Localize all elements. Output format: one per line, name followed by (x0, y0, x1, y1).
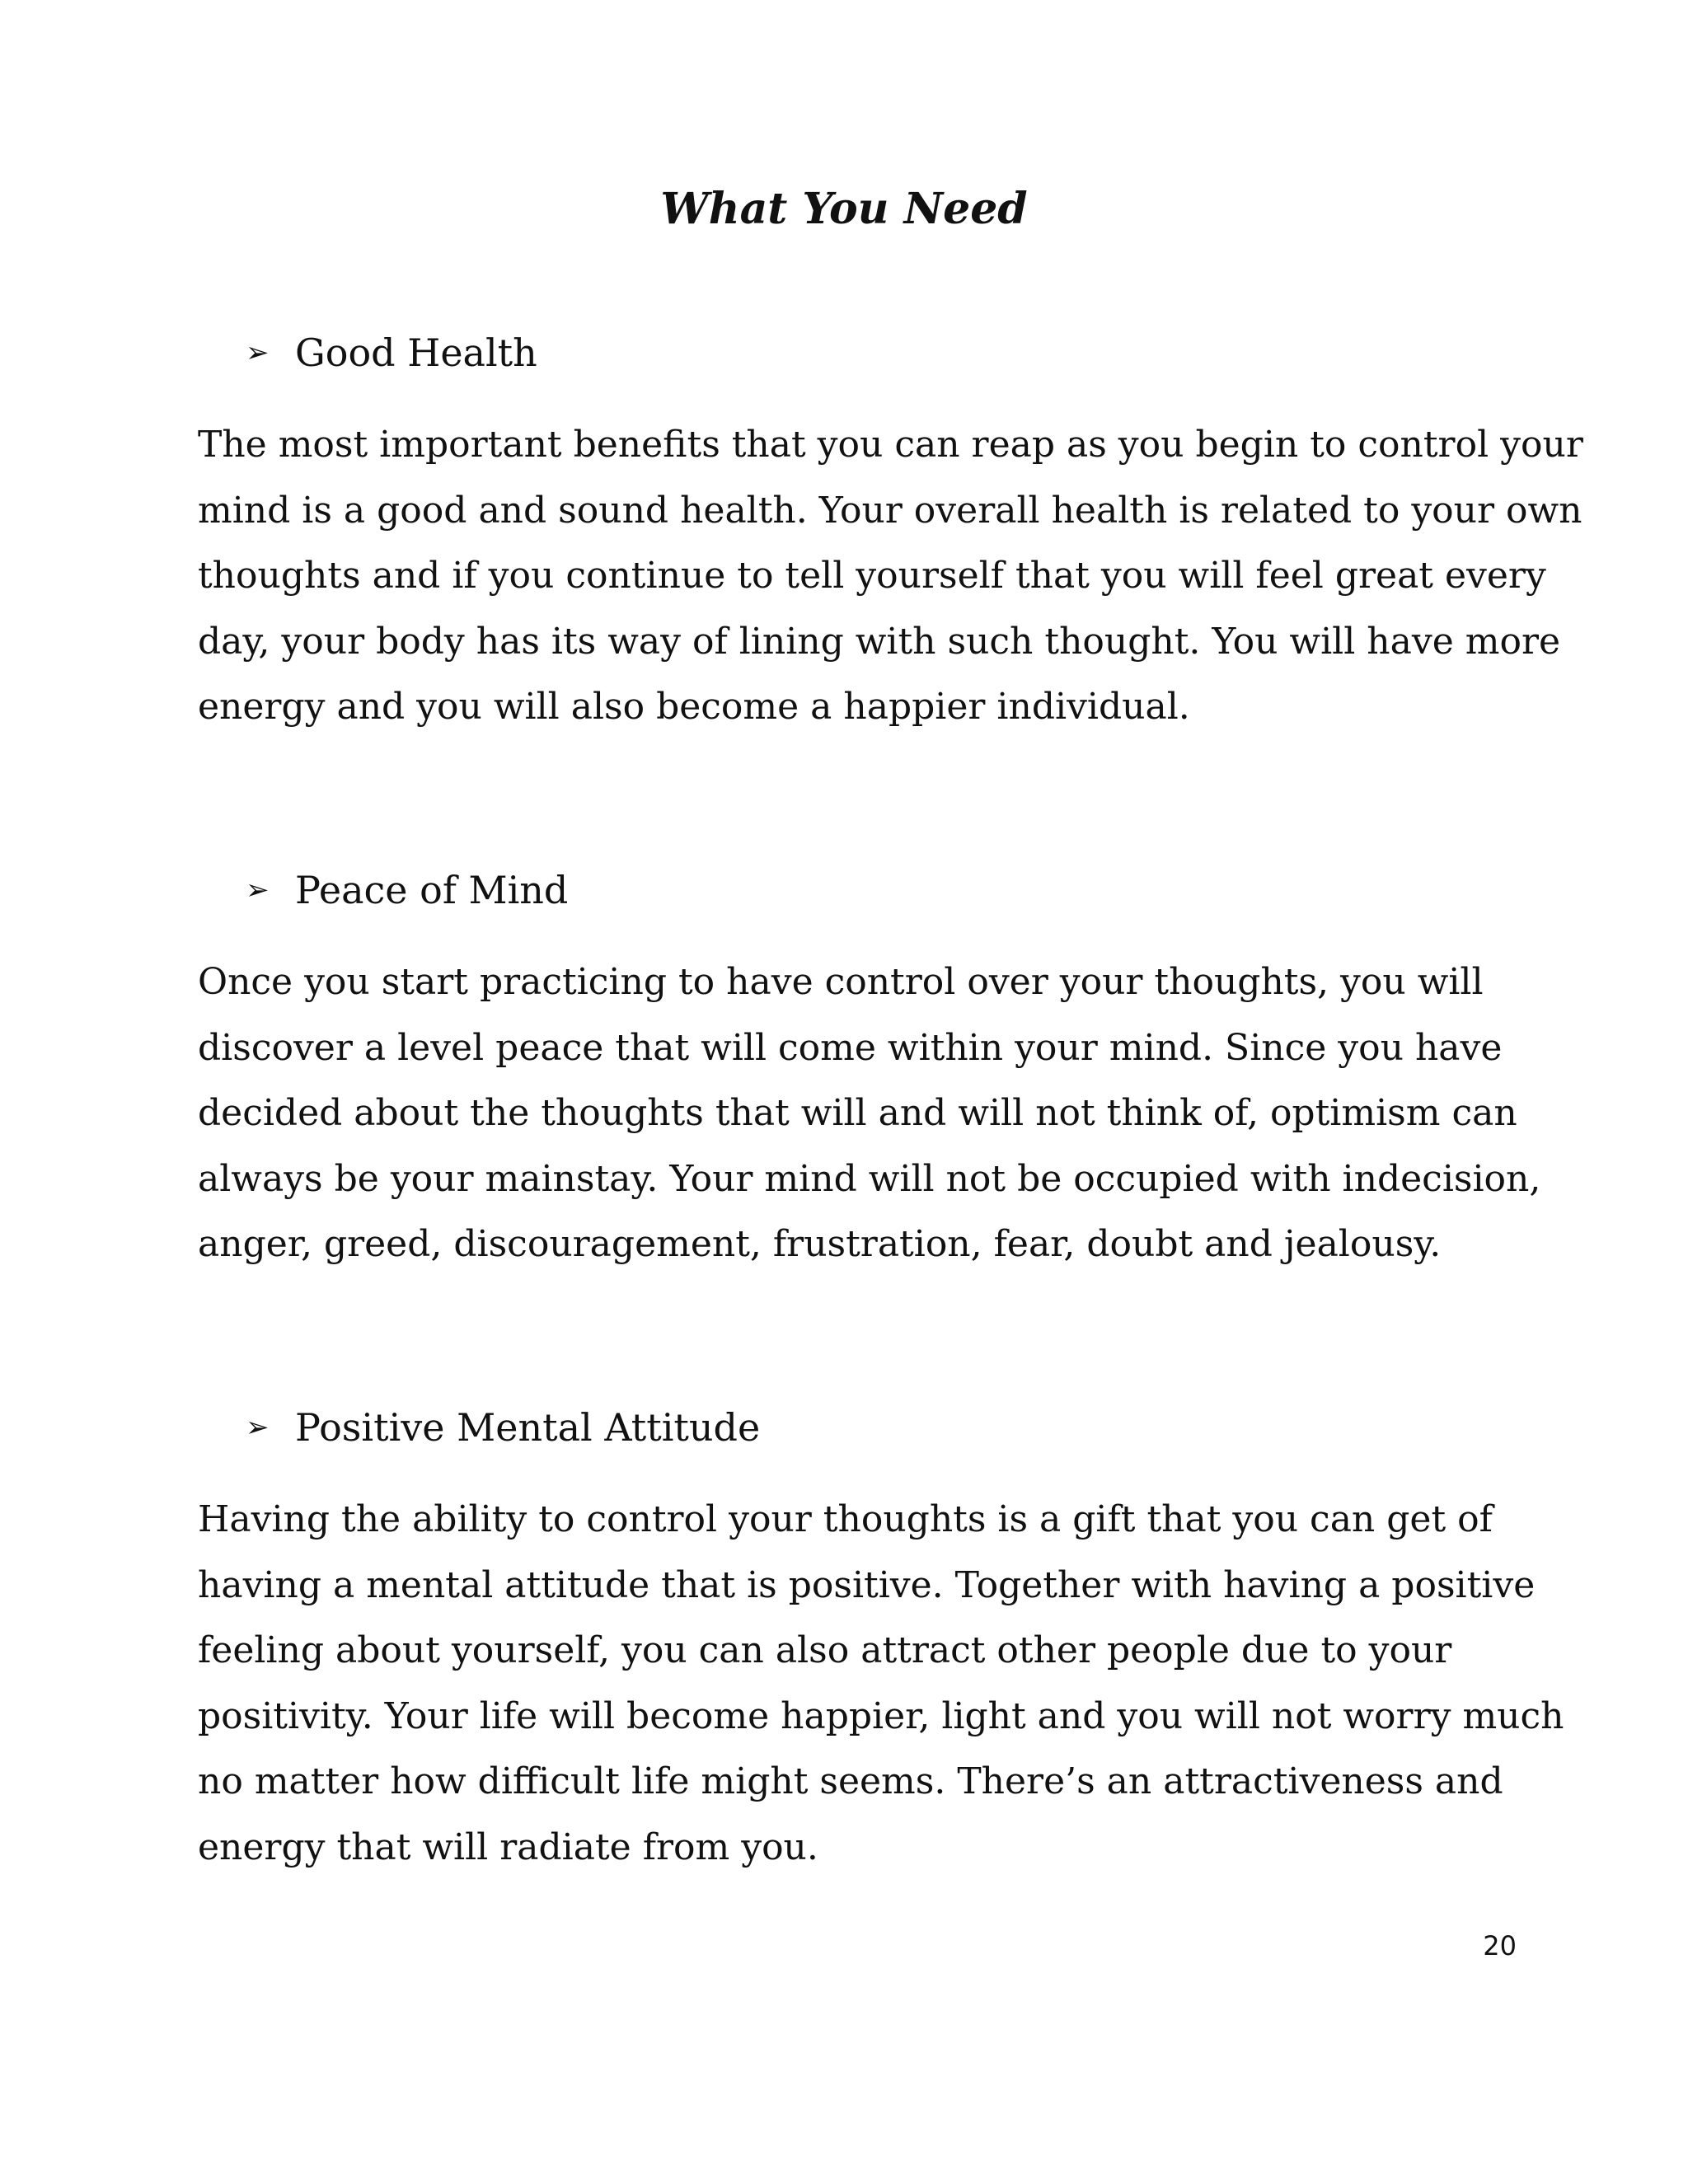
page-title: What You Need (660, 184, 1028, 234)
paragraph-line: anger, greed, discouragement, frustration, fear, doubt and jealousy. (198, 1223, 1442, 1265)
paragraph-peace-of-mind (198, 949, 1541, 1277)
paragraph-line: day, your body has its way of lining with such thought. You will have more (198, 620, 1561, 663)
paragraph-line: no matter how difficult life might seems. There’s an attractiveness and (198, 1760, 1503, 1802)
paragraph-line: mind is a good and sound health. Your overall health is related to your own (198, 489, 1582, 532)
paragraph-positive-mental-attitude (198, 1487, 1564, 1880)
paragraph-line: Having the ability to control your thoughts is a gift that you can get of (198, 1498, 1493, 1540)
arrowhead-bullet-icon: ➢ (246, 874, 270, 907)
bullet-heading-good-health (246, 330, 537, 375)
paragraph-line: feeling about yourself, you can also attract other people due to your (198, 1629, 1452, 1671)
paragraph-line: always be your mainstay. Your mind will not be occupied with indecision, (198, 1157, 1541, 1200)
paragraph-line: energy that will radiate from you. (198, 1825, 818, 1868)
paragraph-line: thoughts and if you continue to tell yourself that you will feel great every (198, 555, 1546, 597)
paragraph-line: Once you start practicing to have control over your thoughts, you will (198, 961, 1484, 1003)
bullet-heading-positive-mental-attitude (246, 1405, 761, 1450)
arrowhead-bullet-icon: ➢ (246, 336, 270, 369)
bullet-heading-peace-of-mind (246, 868, 569, 912)
paragraph-line: positivity. Your life will become happier, light and you will not worry much (198, 1694, 1564, 1737)
bullet-heading-label: Positive Mental Attitude (295, 1405, 761, 1450)
paragraph-line: energy and you will also become a happier individual. (198, 686, 1190, 728)
paragraph-good-health (198, 412, 1583, 740)
paragraph-line: discover a level peace that will come within your mind. Since you have (198, 1026, 1503, 1069)
paragraph-line: decided about the thoughts that will and will not think of, optimism can (198, 1092, 1517, 1134)
paragraph-line: having a mental attitude that is positive. Together with having a positive (198, 1563, 1536, 1606)
paragraph-line: The most important benefits that you can reap as you begin to control your (198, 424, 1583, 466)
page-number: 20 (1483, 1930, 1517, 1961)
arrowhead-bullet-icon: ➢ (246, 1411, 270, 1444)
bullet-heading-label: Good Health (295, 330, 537, 375)
bullet-heading-label: Peace of Mind (295, 868, 569, 912)
